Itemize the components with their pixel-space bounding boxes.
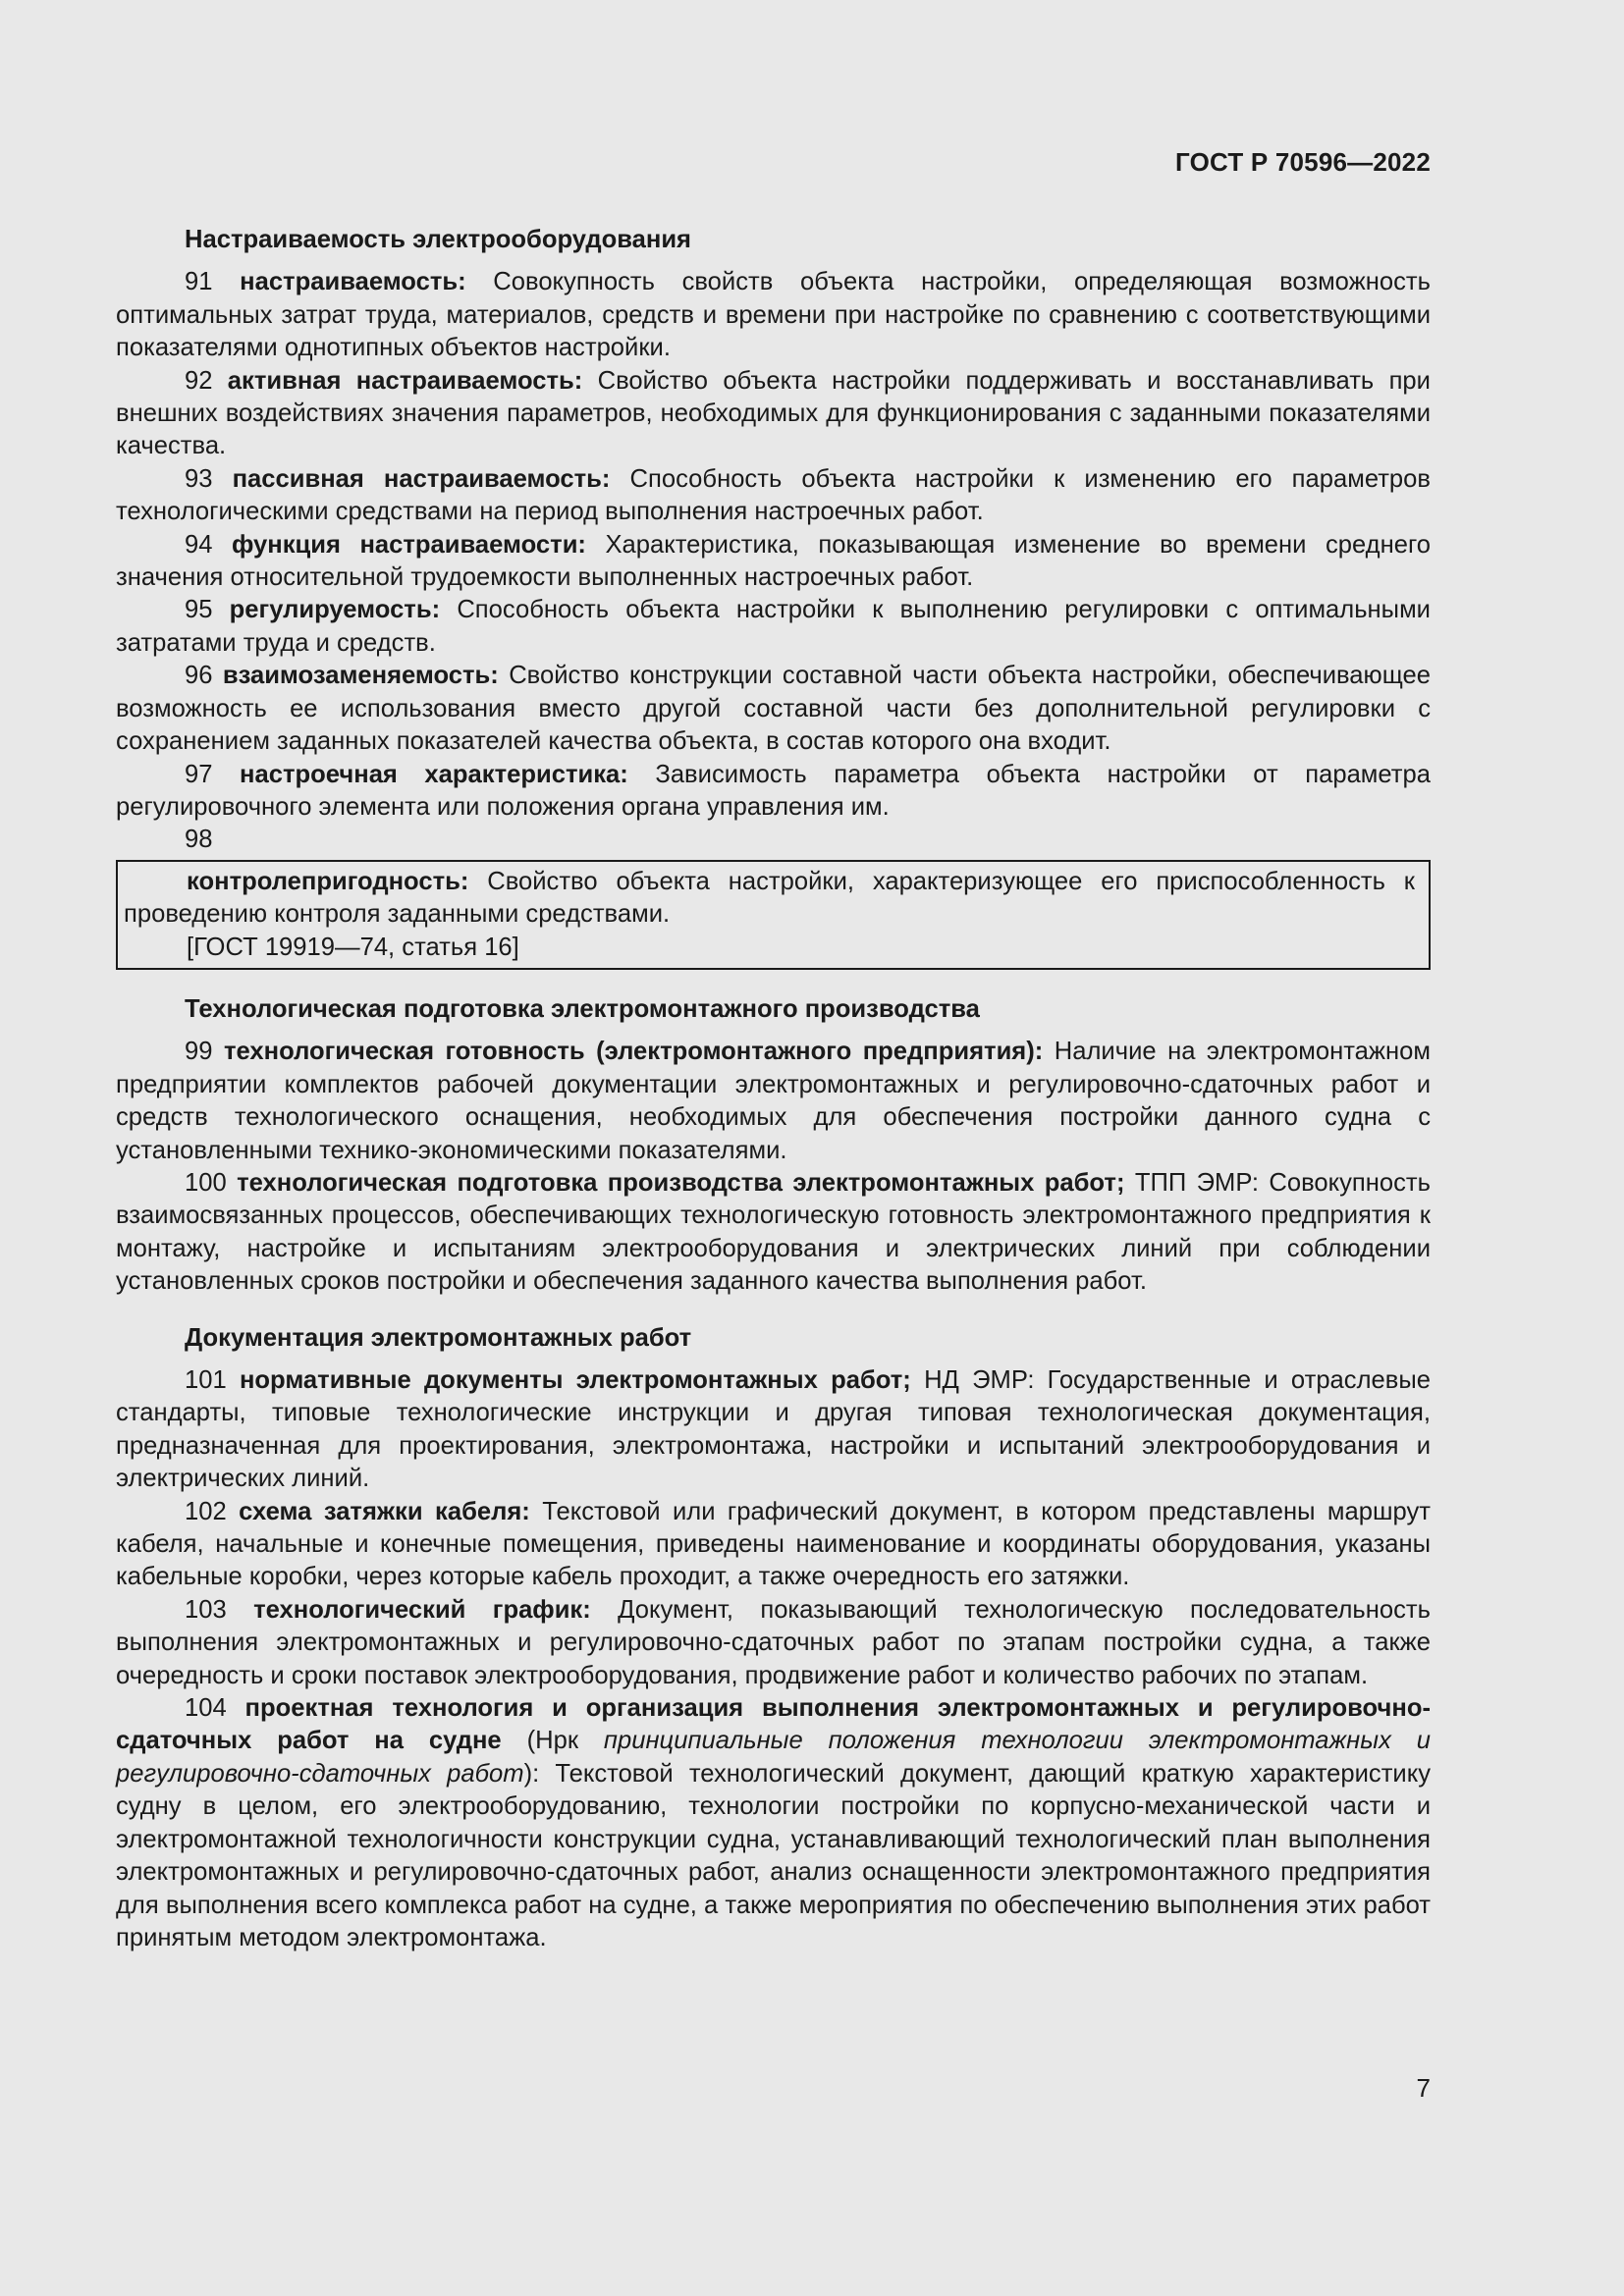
term-number: 91 bbox=[185, 268, 213, 296]
term-note-italic: принципиальные положения технологии электромонтажных и регулировочно-сдаточных работ bbox=[116, 1727, 1431, 1788]
term-name: активная настраиваемость: bbox=[227, 366, 583, 395]
term-name: пассивная настраиваемость: bbox=[232, 464, 611, 493]
section-title: Документация электромонтажных работ bbox=[185, 1323, 692, 1352]
term-definition: Свойство конструкции составной части объекта настройки, обеспечивающее возможность ее использования вместо другой составной части без дополнительной регулировки с сохранением заданных показателей качества объекта, в состав которого она входит. bbox=[116, 662, 1431, 756]
term-definition: Документ, показывающий технологическую последовательность выполнения электромонтажных и регулировочно-сдаточных работ по этапам постройки судна, а также очередность и сроки поставок электрооборудования, продвижение работ и количество рабочих по этапам. bbox=[116, 1595, 1431, 1689]
term-definition: Свойство объекта настройки поддерживать и восстанавливать при внешних воздействиях значения параметров, необходимых для функционирования с заданными показателями качества. bbox=[116, 366, 1431, 460]
term-definition: Текстовой или графический документ, в котором представлены маршрут кабеля, начальные и конечные помещения, приведены наименование и координаты оборудования, указаны кабельные коробки, через которые кабель проходит, а также очередность его затяжки. bbox=[116, 1497, 1431, 1591]
term-entry bbox=[116, 759, 1431, 825]
term-name: схема затяжки кабеля: bbox=[239, 1497, 530, 1525]
term-entry bbox=[116, 1364, 1431, 1496]
term-entry bbox=[124, 866, 1415, 932]
term-name: технологическая подготовка производства электромонтажных работ; bbox=[237, 1168, 1125, 1197]
term-entry bbox=[116, 660, 1431, 758]
term-note-prefix: (Нрк bbox=[526, 1727, 604, 1755]
term-number: 102 bbox=[185, 1497, 227, 1525]
term-number: 101 bbox=[185, 1366, 227, 1394]
standard-header: ГОСТ Р 70596—2022 bbox=[1175, 147, 1431, 177]
term-entry bbox=[116, 463, 1431, 529]
term-name: настраиваемость: bbox=[240, 268, 466, 296]
term-name: регулируемость: bbox=[229, 596, 441, 624]
term-name: нормативные документы электромонтажных работ; bbox=[239, 1366, 911, 1394]
term-entry bbox=[116, 365, 1431, 463]
term-name: настроечная характеристика: bbox=[240, 760, 628, 788]
term-note-suffix: ): bbox=[523, 1759, 540, 1788]
term-definition: Характеристика, показывающая изменение во времени среднего значения относительной трудоемкости выполненных настроечных работ. bbox=[116, 530, 1431, 592]
term-definition: Текстовой технологический документ, дающий краткую характеристику судну в целом, его электрооборудованию, технологии постройки по корпусно-механической части и электромонтажной технологичности конструкции судна, устанавливающий технологический план выполнения электромонтажных и регулировочно-сдаточных работ, анализ оснащенности электромонтажного предприятия для выполнения всего комплекса работ на судне, а также мероприятия по обеспечению выполнения этих работ принятым методом электромонтажа. bbox=[116, 1759, 1431, 1951]
term-name: взаимозаменяемость: bbox=[222, 662, 499, 690]
term-number: 94 bbox=[185, 530, 213, 559]
term-name: проектная технология и организация выполнения электромонтажных и регулировочно-сдаточных работ на судне bbox=[116, 1694, 1431, 1755]
term-number: 96 bbox=[185, 662, 213, 690]
term-name: контролепригодность: bbox=[187, 867, 469, 895]
term-number: 100 bbox=[185, 1168, 227, 1197]
term-name: технологическая готовность (электромонтажного предприятия): bbox=[223, 1038, 1044, 1066]
page-number: 7 bbox=[1416, 2073, 1431, 2103]
term-definition: Зависимость параметра объекта настройки от параметра регулировочного элемента или положения органа управления им. bbox=[116, 760, 1431, 821]
term-number: 99 bbox=[185, 1038, 213, 1066]
section-title: Настраиваемость электрооборудования bbox=[185, 226, 691, 253]
term-definition: Свойство объекта настройки, характеризующее его приспособленность к проведению контроля заданными средствами. bbox=[124, 867, 1415, 929]
term-definition: Способность объекта настройки к выполнению регулировки с оптимальными затратами труда и средств. bbox=[116, 596, 1431, 657]
term-entry bbox=[116, 1167, 1431, 1299]
term-entry bbox=[116, 1692, 1431, 1954]
term-number: 103 bbox=[185, 1595, 227, 1624]
term-source: [ГОСТ 19919—74, статья 16] bbox=[187, 933, 519, 961]
term-entry bbox=[116, 266, 1431, 364]
term-entry bbox=[116, 1594, 1431, 1692]
term-definition: Совокупность свойств объекта настройки, определяющая возможность оптимальных затрат труда, материалов, средств и времени при настройке по сравнению с соответствующими показателями однотипных объектов настройки. bbox=[116, 268, 1431, 362]
term-entry bbox=[116, 529, 1431, 595]
term-entry bbox=[116, 1036, 1431, 1167]
section-title: Технологическая подготовка электромонтажного производства bbox=[185, 994, 980, 1023]
term-entry bbox=[116, 1496, 1431, 1594]
document-body bbox=[116, 224, 1431, 1954]
term-number: 104 bbox=[185, 1694, 227, 1723]
term-number: 97 bbox=[185, 760, 213, 788]
term-definition: НД ЭМР: Государственные и отраслевые стандарты, типовые технологические инструкции и другая типовая технологическая документация, предназначенная для проектирования, электромонтажа, настройки и испытаний электрооборудования и электрических линий. bbox=[116, 1366, 1431, 1493]
term-number: 93 bbox=[185, 464, 213, 493]
term-definition: Наличие на электромонтажном предприятии комплектов рабочей документации электромонтажных и регулировочно-сдаточных работ и средств технологического оснащения, необходимых для обеспечения постройки данного судна с установленными технико-экономическими показателями. bbox=[116, 1038, 1431, 1164]
referenced-term-box bbox=[116, 860, 1431, 970]
term-name: функция настраиваемости: bbox=[231, 530, 586, 559]
term-definition: ТПП ЭМР: Совокупность взаимосвязанных процессов, обеспечивающих технологическую готовность электромонтажного предприятия к монтажу, настройке и испытаниям электрооборудования и электрических линий при соблюдении установленных сроков постройки и обеспечения заданного качества выполнения работ. bbox=[116, 1168, 1431, 1296]
term-entry bbox=[116, 594, 1431, 660]
term-number: 98 bbox=[185, 826, 213, 854]
term-name: технологический график: bbox=[253, 1595, 591, 1624]
term-number: 92 bbox=[185, 366, 213, 395]
term-definition: Способность объекта настройки к изменению его параметров технологическими средствами на период выполнения настроечных работ. bbox=[116, 464, 1431, 526]
term-number: 95 bbox=[185, 596, 213, 624]
